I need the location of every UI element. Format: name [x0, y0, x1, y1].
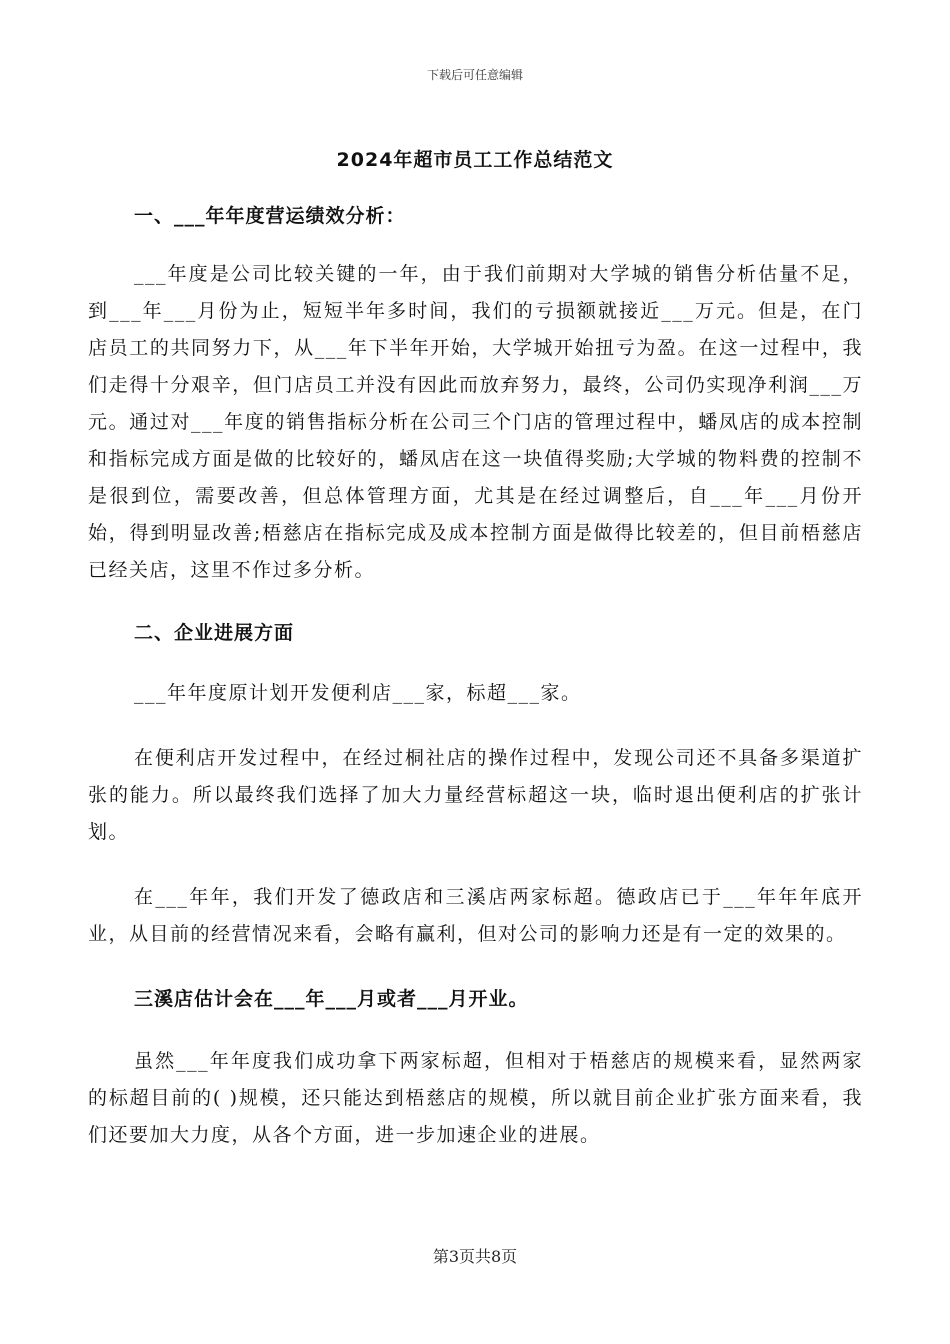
- section-heading-sanxi-opening: 三溪店估计会在___年___月或者___月开业。: [134, 988, 529, 1010]
- section-heading-development: 二、企业进展方面: [134, 622, 295, 644]
- paragraph-original-plan: ___年年度原计划开发便利店___家，标超___家。: [134, 682, 582, 704]
- section-heading-performance: 一、___年年度营运绩效分析：: [134, 205, 406, 227]
- paragraph-expansion-outlook: 虽然___年年度我们成功拿下两家标超，但相对于梧慈店的规模来看，显然两家的标超目前的( )规模，还只能达到梧慈店的规模，所以就目前企业扩张方面来看，我们还要加大力度，从各个方面，进一步加速企业的进展。: [88, 1050, 863, 1146]
- paragraph-convenience-store: 在便利店开发过程中，在经过桐社店的操作过程中，发现公司还不具备多渠道扩张的能力。所以最终我们选择了加大力量经营标超这一块，临时退出便利店的扩张计划。: [88, 747, 863, 843]
- document-title: 2024年超市员工工作总结范文: [336, 149, 614, 171]
- paragraph-new-stores: 在___年年，我们开发了德政店和三溪店两家标超。德政店已于___年年年底开业，从目前的经营情况来看，会略有赢利，但对公司的影响力还是有一定的效果的。: [88, 886, 863, 945]
- paragraph-performance-analysis: ___年度是公司比较关键的一年，由于我们前期对大学城的销售分析估量不足，到___年___月份为止，短短半年多时间，我们的亏损额就接近___万元。但是，在门店员工的共同努力下，从___年下半年开始，大学城开始扭亏为盈。在这一过程中，我们走得十分艰辛，但门店员工并没有因此而放弃努力，最终，公司仍实现净利润___万元。通过对___年度的销售指标分析在公司三个门店的管理过程中，蟠凤店的成本控制和指标完成方面是做的比较好的，蟠凤店在这一块值得奖励;大学城的物料费的控制不是很到位，需要改善，但总体管理方面，尤其是在经过调整后，自___年___月份开始，得到明显改善;梧慈店在指标完成及成本控制方面是做得比较差的，但目前梧慈店已经关店，这里不作过多分析。: [88, 263, 863, 581]
- document-body: [88, 200, 863, 1154]
- page-number: 第3页共8页: [432, 1247, 518, 1266]
- header-note: 下载后可任意编辑: [426, 68, 523, 82]
